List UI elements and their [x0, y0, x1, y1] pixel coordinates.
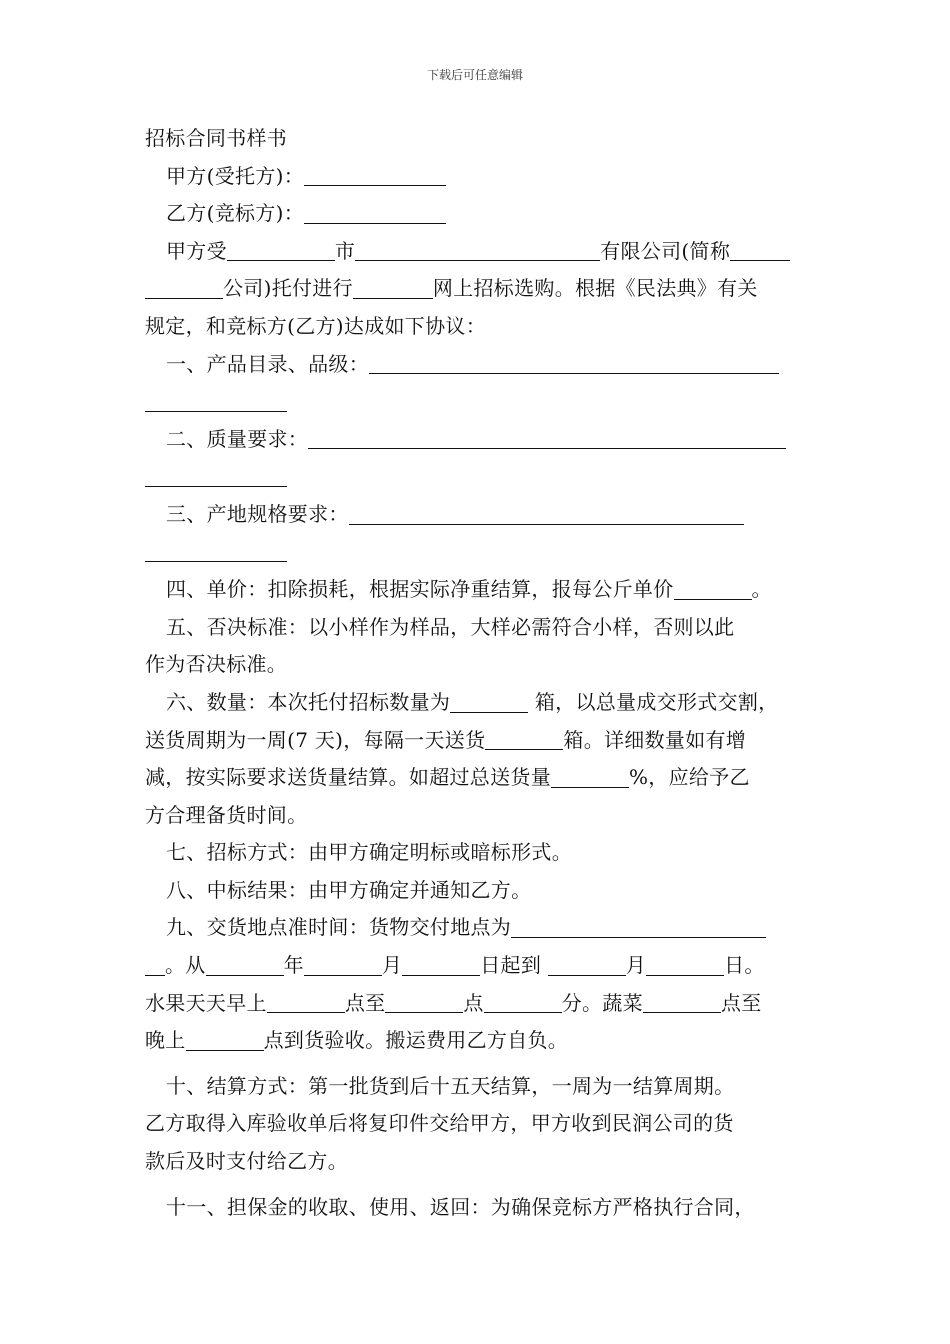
item-11: 十一、担保金的收取、使用、返回：为确保竞标方严格执行合同， [166, 1194, 755, 1219]
blank [349, 504, 744, 525]
item-1-cont [145, 383, 810, 421]
item-6-text: 减，按实际要求送货量结算。如超过总送货量 [145, 765, 551, 790]
contract-title: 招标合同书样书 [145, 126, 288, 150]
party-b-label: 乙方(竞标方)： [166, 201, 305, 226]
blank [511, 917, 766, 938]
intro-text: 网上招标选购。根据《民法典》有关 [432, 276, 758, 301]
item-3-cont [145, 534, 810, 572]
item-4-text: 四、单价：扣除损耗，根据实际净重结算，报每公斤单价 [166, 577, 674, 602]
blank [355, 240, 600, 261]
item-6-line-3 [145, 759, 810, 797]
item-9-text: 水果天天早上 [145, 990, 267, 1015]
item-9-line-3 [145, 985, 810, 1023]
item-9-text: 年 [283, 953, 304, 978]
intro-text: 市 [334, 238, 356, 263]
item-9-text: 。从 [165, 953, 206, 978]
blank [385, 992, 463, 1013]
item-6-line-4: 方合理备货时间。 [145, 802, 308, 827]
blank [145, 466, 287, 487]
blank [674, 579, 752, 600]
blank [450, 692, 528, 713]
item-10-line-2: 乙方取得入库验收单后将复印件交给甲方，甲方收到民润公司的货 [145, 1111, 734, 1136]
blank [369, 353, 779, 374]
item-6-line-2 [145, 722, 810, 760]
intro-line-3: 规定，和竞标方(乙方)达成如下协议： [145, 313, 487, 338]
page-header-note: 下载后可任意编辑 [426, 68, 523, 82]
item-6-text: %，应给予乙 [629, 765, 750, 790]
item-6-text: 六、数量：本次托付招标数量为 [166, 689, 451, 714]
blank [267, 992, 345, 1013]
party-a-label: 甲方(受托方)： [166, 163, 305, 188]
item-9-line-1 [145, 909, 810, 947]
item-1-label: 一、产品目录、品级： [166, 351, 369, 376]
item-2-cont [145, 458, 810, 496]
item-4 [145, 571, 810, 609]
blank [643, 992, 721, 1013]
intro-line-1 [145, 233, 810, 271]
item-2-label: 二、质量要求： [166, 426, 309, 451]
blank [304, 955, 382, 976]
blank [730, 240, 790, 261]
item-7: 七、招标方式：由甲方确定明标或暗标形式。 [166, 840, 572, 865]
blank [227, 240, 335, 261]
blank [145, 541, 287, 562]
item-10-line-3: 款后及时支付给乙方。 [145, 1149, 348, 1174]
item-9-text: 月 [625, 953, 647, 978]
item-5: 五、否决标准：以小样作为样品，大样必需符合小样，否则以此 [166, 614, 735, 639]
item-9-text: 日起到 [480, 953, 548, 978]
item-10-line-1: 十、结算方式：第一批货到后十五天结算，一周为一结算周期。 [166, 1073, 735, 1098]
blank [551, 767, 629, 788]
blank [308, 428, 786, 449]
item-3 [145, 496, 810, 534]
blank [353, 278, 433, 299]
intro-text: 甲方受 [166, 238, 227, 263]
item-3-label: 三、产地规格要求： [166, 501, 349, 526]
blank [402, 955, 480, 976]
item-5-cont: 作为否决标准。 [145, 652, 288, 677]
item-6-line-1 [145, 684, 810, 722]
blank [485, 729, 563, 750]
blank [646, 955, 724, 976]
blank [206, 955, 284, 976]
intro-line-2 [145, 270, 810, 308]
item-9-line-4 [145, 1022, 810, 1060]
intro-text: 有限公司(简称 [600, 238, 731, 263]
item-9-text: 日。 [724, 953, 765, 978]
item-9-line-2 [145, 947, 810, 985]
party-b-blank [304, 203, 446, 224]
party-a-line [145, 158, 810, 196]
item-9-text: 点 [463, 990, 484, 1015]
item-9-text: 点到货验收。搬运费用乙方自负。 [263, 1028, 569, 1053]
blank [145, 955, 165, 976]
item-6-text: 箱，以总量成交形式交割， [528, 689, 779, 714]
party-b-line [145, 195, 810, 233]
blank [186, 1030, 264, 1051]
blank [484, 992, 562, 1013]
item-9-text: 分。蔬菜 [561, 990, 643, 1015]
item-6-text: 箱。详细数量如有增 [563, 727, 747, 752]
contract-body [145, 120, 810, 1226]
item-9-text: 点至 [720, 990, 762, 1015]
item-9-text: 九、交货地点准时间：货物交付地点为 [166, 915, 512, 940]
blank [145, 391, 287, 412]
intro-text: 公司)托付进行 [223, 276, 353, 301]
blank [548, 955, 626, 976]
party-a-blank [304, 165, 446, 186]
item-1 [145, 346, 810, 384]
item-9-text: 点至 [344, 990, 386, 1015]
item-9-text: 晚上 [145, 1028, 186, 1053]
item-4-text: 。 [751, 577, 772, 602]
blank [145, 278, 223, 299]
item-8: 八、中标结果：由甲方确定并通知乙方。 [166, 877, 532, 902]
item-9-text: 月 [381, 953, 403, 978]
item-2 [145, 421, 810, 459]
item-6-text: 送货周期为一周(7 天)，每隔一天送货 [145, 727, 486, 752]
